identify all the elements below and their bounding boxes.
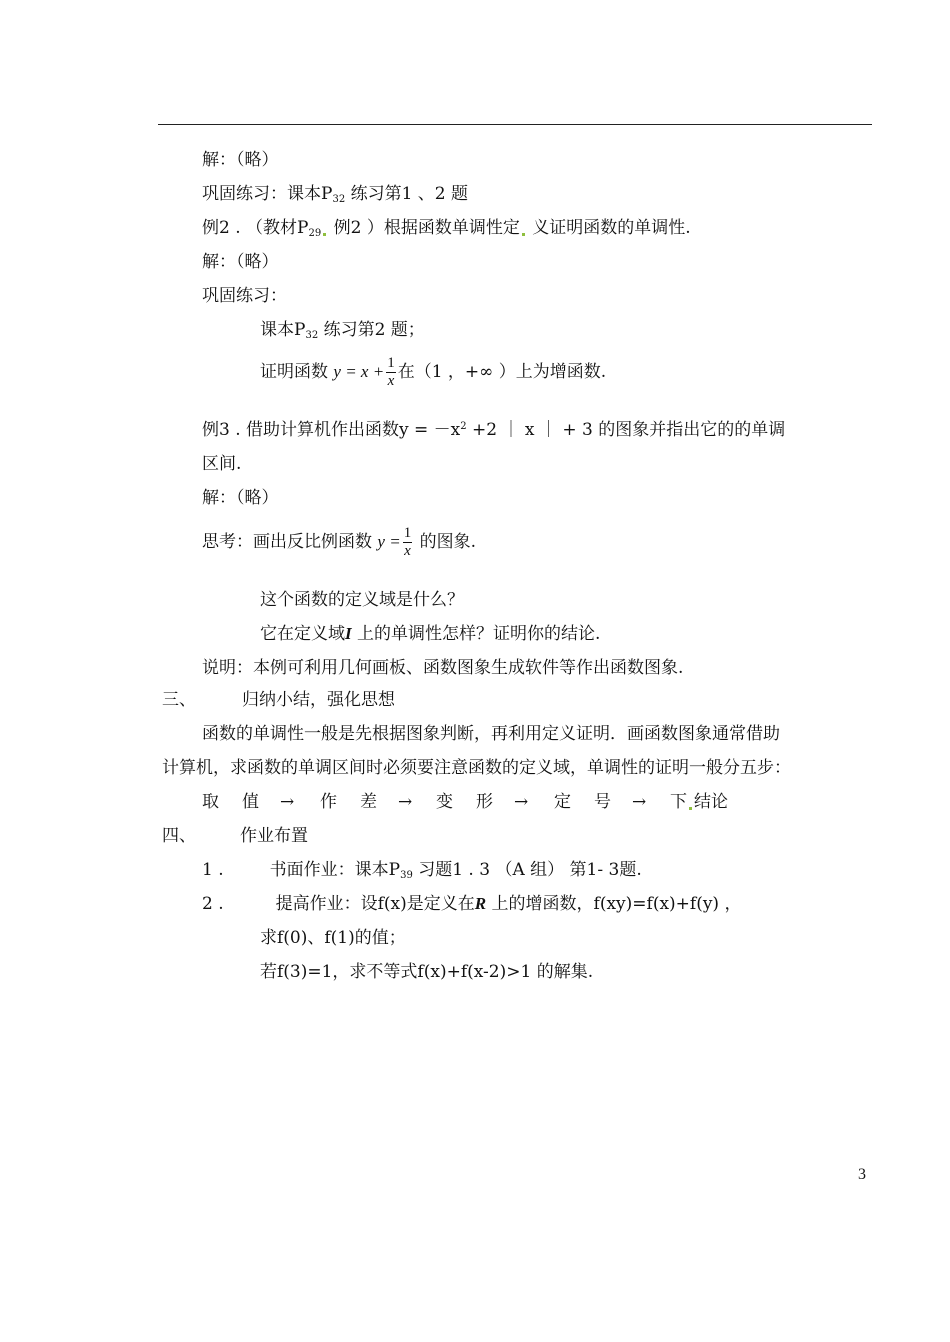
summary-line-2: 计算机，求函数的单调区间时必须要注意函数的定义域，单调性的证明一般分五步： [162, 758, 791, 778]
section-4-heading: 四、 作业布置 [162, 826, 308, 846]
solution-1: 解：（略） [202, 150, 279, 170]
homework-2-q1: 求f(0)、f(1)的值； [260, 928, 406, 948]
summary-line-1: 函数的单调性一般是先根据图象判断，再利用定义证明．画函数图象通常借助 [202, 724, 780, 744]
example-3-cont: 区间. [202, 454, 242, 474]
fraction-1-over-x-2: $\frac{1}{x}$ [403, 525, 412, 559]
homework-1: 1 . 书面作业：课本P39 习题1 . 3 （A 组） 第1- 3题. [202, 860, 642, 881]
practice-2-heading: 巩固练习： [202, 286, 287, 306]
practice-2-item-1: 课本P32 练习第2 题； [260, 320, 425, 341]
practice-2-item-2: 证明函数 y = x + $\frac{1}{x}$ 在（1 ，+∞ ）上为增函数. [260, 355, 607, 389]
header-rule [158, 124, 872, 125]
practice-1: 巩固练习：课本P32 练习第1 、2 题 [202, 184, 469, 205]
example-2: 例2 . （教材P29 例2 ）根据函数单调性定 义证明函数的单调性. [202, 218, 691, 239]
page-number: 3 [858, 1166, 866, 1183]
section-3-heading: 三、 归纳小结，强化思想 [162, 690, 395, 710]
think-q1: 这个函数的定义域是什么？ [260, 590, 464, 610]
example-3: 例3 . 借助计算机作出函数$y = -x^2 +2$ ｜ x ｜ + 3 的图象并指出它的的单调 [202, 420, 786, 440]
note: 说明：本例可利用几何画板、函数图象生成软件等作出函数图象. [202, 658, 684, 678]
five-steps: 取 值 → 作 差 → 变 形 → 定 号 → 下 结论 [202, 792, 728, 812]
homework-2: 2 . 提高作业：设f(x)是定义在R 上的增函数，f(xy)=f(x)+f(y) ， [202, 894, 742, 914]
fraction-1-over-x: $\frac{1}{x}$ [387, 355, 395, 389]
homework-2-q2: 若f(3)=1，求不等式f(x)+f(x-2)>1 的解集. [260, 962, 594, 982]
think: 思考：画出反比例函数 y = $\frac{1}{x}$ 的图象. [202, 525, 476, 559]
solution-2: 解：（略） [202, 252, 279, 272]
solution-3: 解：（略） [202, 488, 279, 508]
think-q2: 它在定义域I 上的单调性怎样？证明你的结论. [260, 624, 601, 644]
